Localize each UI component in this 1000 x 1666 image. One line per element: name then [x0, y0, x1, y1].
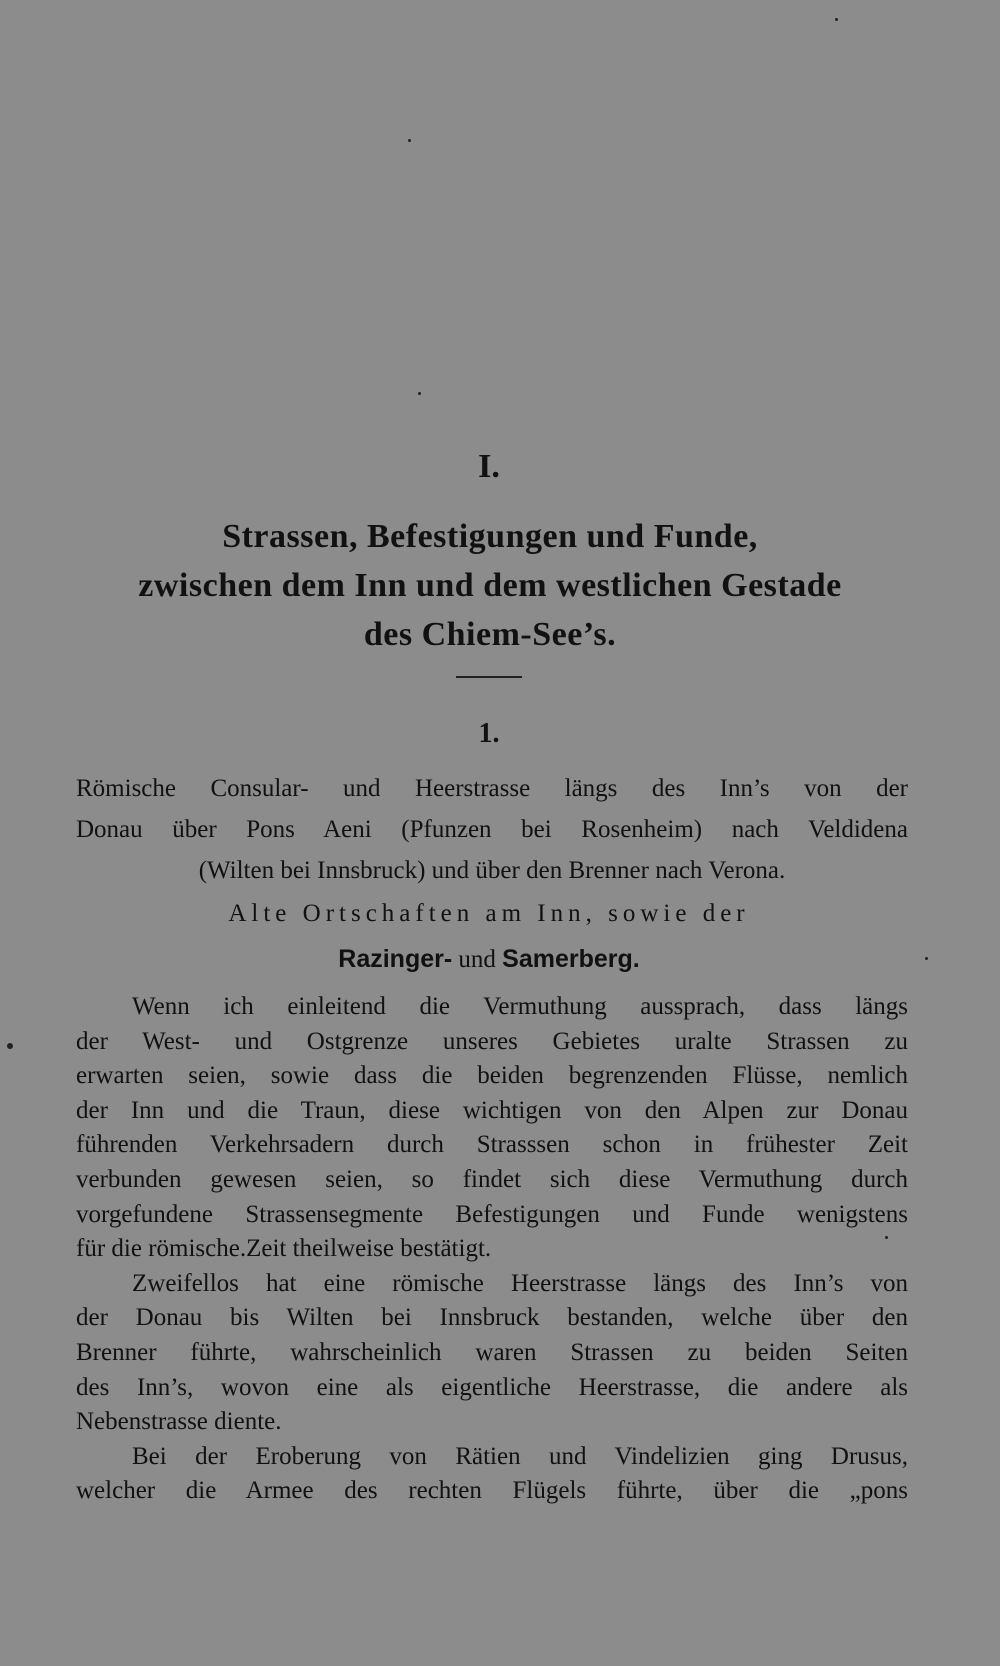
- place-name: Razinger-: [338, 945, 453, 973]
- section-number: 1.: [478, 718, 500, 749]
- text-line: des Inn’s, wovon eine als eigentliche Heerstrasse, die andere als: [76, 1373, 908, 1401]
- places-heading: [0, 945, 978, 974]
- place-connector: und: [458, 946, 496, 973]
- place-name: Samerberg.: [502, 945, 640, 973]
- scan-speck: [408, 139, 411, 142]
- chapter-number: I.: [478, 448, 500, 485]
- chapter-title-line: Strassen, Befestigungen und Funde,: [222, 518, 758, 555]
- text-line: welcher die Armee des rechten Flügels führte, über die „pons: [76, 1477, 908, 1505]
- text-line: der Inn und die Traun, diese wichtigen von den Alpen zur Donau: [76, 1096, 908, 1124]
- scan-speck: [418, 392, 421, 395]
- text-line: der Donau bis Wilten bei Innsbruck bestanden, welche über den: [76, 1304, 908, 1332]
- chapter-title-line: zwischen dem Inn und dem westlichen Gestade: [138, 567, 842, 604]
- scan-speck: [7, 1043, 13, 1049]
- text-line: erwarten seien, sowie dass die beiden begrenzenden Flüsse, nemlich: [76, 1062, 908, 1090]
- text-line: der West- und Ostgrenze unseres Gebietes uralte Strassen zu: [76, 1027, 908, 1055]
- subheading-line: (Wilten bei Innsbruck) und über den Brenner nach Verona.: [198, 857, 786, 884]
- body-text: [76, 990, 908, 1509]
- spaced-heading: Alte Ortschaften am Inn, sowie der: [228, 900, 750, 927]
- scan-speck: [835, 18, 838, 21]
- text-line: für die römische.Zeit theilweise bestätigt.: [76, 1235, 492, 1263]
- text-line: führenden Verkehrsadern durch Strasssen schon in frühester Zeit: [76, 1131, 908, 1159]
- separator-rule: [456, 676, 522, 678]
- text-line: vorgefundene Strassensegmente Befestigungen und Funde wenigstens: [76, 1200, 908, 1228]
- scan-speck: [885, 1236, 888, 1239]
- text-line: Wenn ich einleitend die Vermuthung aussprach, dass längs: [132, 993, 908, 1020]
- chapter-title-line: des Chiem-See’s.: [363, 616, 617, 653]
- text-line: verbunden gewesen seien, so findet sich diese Vermuthung durch: [76, 1165, 908, 1193]
- scan-speck: [925, 957, 928, 960]
- text-line: Nebenstrasse diente.: [76, 1408, 282, 1436]
- section-subheading: [76, 768, 908, 891]
- subheading-line: Römische Consular- und Heerstrasse längs des Inn’s von der: [76, 775, 908, 802]
- chapter-title: [70, 512, 910, 659]
- subheading-line: Donau über Pons Aeni (Pfunzen bei Rosenheim) nach Veldidena: [76, 816, 908, 843]
- text-line: Zweifellos hat eine römische Heerstrasse längs des Inn’s von: [132, 1269, 908, 1297]
- text-line: Brenner führte, wahrscheinlich waren Strassen zu beiden Seiten: [76, 1338, 908, 1366]
- text-line: Bei der Eroberung von Rätien und Vindelizien ging Drusus,: [132, 1442, 908, 1470]
